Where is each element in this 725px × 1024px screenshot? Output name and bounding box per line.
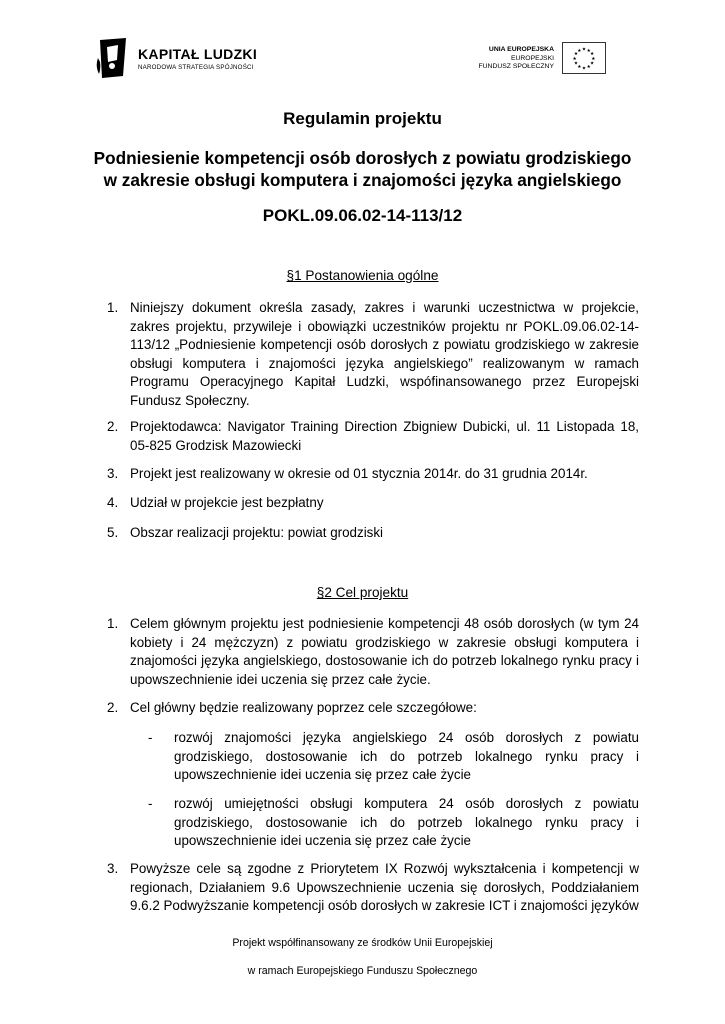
footer-line1: Projekt współfinansowany ze środków Unii Europejskiej — [232, 937, 493, 949]
svg-text:★: ★ — [573, 52, 579, 58]
section1-heading-text: §1 Postanowienia ogólne — [286, 268, 439, 283]
eu-logo — [468, 42, 608, 78]
svg-text:★: ★ — [589, 52, 595, 58]
kapital-ludzki-logo — [96, 36, 256, 80]
document-subtitle — [0, 147, 725, 191]
eu-logo-line1: UNIA EUROPEJSKA — [488, 46, 554, 53]
document-subtitle-line1: Podniesienie kompetencji osób dorosłych z powiatu grodziskiego — [93, 148, 632, 168]
svg-text:★: ★ — [573, 61, 579, 67]
item-text: Projekt jest realizowany w okresie od 01 stycznia 2014r. do 31 grudnia 2014r. — [130, 466, 588, 481]
item-text: Projektodawca: Navigator Training Direction Zbigniew Dubicki, ul. 11 Listopada 18, 05-825 Grodzisk Mazowiecki — [130, 419, 639, 453]
section2-subitem-2 — [148, 795, 639, 851]
item-text: Udział w projekcie jest bezpłatny — [130, 495, 324, 510]
svg-text:★: ★ — [586, 64, 591, 70]
item-number: 5. — [107, 525, 119, 540]
kapital-ludzki-subtitle: NARODOWA STRATEGIA SPÓJNOŚCI — [138, 64, 254, 71]
item-number: 2. — [107, 419, 119, 434]
item-text: Celem głównym projektu jest podniesienie kompetencji 48 osób dorosłych (w tym 24 kobiety i 24 mężczyzn) z powiatu grodziskiego w zakresie obsługi komputera i znajomości języka angielskiego, dostosowanie ich do potrzeb lokalnego rynku pracy i upowszechnienie idei uczenia się przez całe życie. — [130, 616, 639, 687]
subitem-dash: - — [148, 796, 153, 811]
item-number: 2. — [107, 700, 119, 715]
section1-item-2 — [107, 418, 639, 455]
svg-text:★: ★ — [591, 56, 596, 62]
svg-text:★: ★ — [586, 48, 591, 54]
section2-item-1 — [107, 615, 639, 689]
footer-line2: w ramach Europejskiego Funduszu Społecznego — [247, 965, 478, 977]
item-number: 3. — [107, 861, 119, 876]
item-text: Niniejszy dokument określa zasady, zakres i warunki uczestnictwa w projekcie, zakres projektu, przywileje i obowiązki uczestników projektu nr POKL.09.06.02-14-113/12 „Podniesienie kompetencji osób dorosłych z powiatu grodziskiego w zakresie obsługi komputera i znajomości języka angielskiego” realizowanym w ramach Programu Operacyjnego Kapitał Ludzki, wspófinansowanego przez Europejski Fundusz Społeczny. — [130, 300, 639, 408]
svg-text:★: ★ — [581, 47, 587, 53]
item-number: 3. — [107, 466, 119, 481]
item-text: Powyższe cele są zgodne z Priorytetem IX Rozwój wykształcenia i kompetencji w regionach, Działaniem 9.6 Upowszechnienie uczenia się dorosłych, Poddziałaniem 9.6.2 Podwyższanie kompetencji osób dorosłych w zakresie ICT i znajomości języków — [130, 861, 639, 914]
section1-item-1 — [107, 299, 639, 411]
document-subtitle-line2: w zakresie obsługi komputera i znajomości języka angielskiego — [103, 170, 622, 190]
eu-logo-line3: FUNDUSZ SPOŁECZNY — [478, 63, 554, 70]
svg-text:★: ★ — [589, 61, 595, 67]
document-title: Regulamin projektu — [283, 109, 442, 128]
subitem-text: rozwój umiejętności obsługi komputera 24 osób dorosłych z powiatu grodziskiego, dostosowanie ich do potrzeb lokalnego rynku pracy i upowszechnienie idei uczenia się przez całe życie — [174, 796, 639, 849]
section1-item-5 — [107, 524, 639, 543]
eu-logo-line2: EUROPEJSKI — [510, 54, 554, 62]
section2-subitem-1 — [148, 729, 639, 785]
kapital-ludzki-title: KAPITAŁ LUDZKI — [138, 46, 258, 62]
section2-heading — [0, 585, 725, 600]
kapital-ludzki-emblem-icon — [96, 36, 132, 80]
section2-heading-text: §2 Cel projektu — [316, 585, 409, 600]
item-text: Obszar realizacji projektu: powiat grodziski — [130, 525, 384, 540]
item-number: 1. — [107, 616, 119, 631]
subitem-text: rozwój znajomości języka angielskiego 24 osób dorosłych z powiatu grodziskiego, dostosowanie ich do potrzeb lokalnego rynku pracy i upowszechnienie idei uczenia się przez całe życie — [174, 730, 639, 783]
subitem-dash: - — [148, 730, 153, 745]
eu-logo-text — [478, 46, 554, 72]
item-text: Cel główny będzie realizowany poprzez cele szczegółowe: — [130, 700, 477, 715]
project-number: POKL.09.06.02-14-113/12 — [262, 206, 463, 225]
item-number: 1. — [107, 300, 119, 315]
eu-flag-icon — [562, 42, 606, 74]
svg-text:★: ★ — [577, 48, 582, 54]
section1-item-4 — [107, 494, 639, 513]
page-header — [0, 0, 725, 100]
svg-text:★: ★ — [572, 56, 577, 62]
svg-text:★: ★ — [581, 66, 587, 72]
section1-heading — [0, 268, 725, 283]
item-number: 4. — [107, 495, 119, 510]
svg-text:★: ★ — [577, 64, 582, 70]
section2-item-2 — [107, 699, 639, 718]
section1-item-3 — [107, 465, 639, 484]
section2-item-3 — [107, 860, 639, 916]
